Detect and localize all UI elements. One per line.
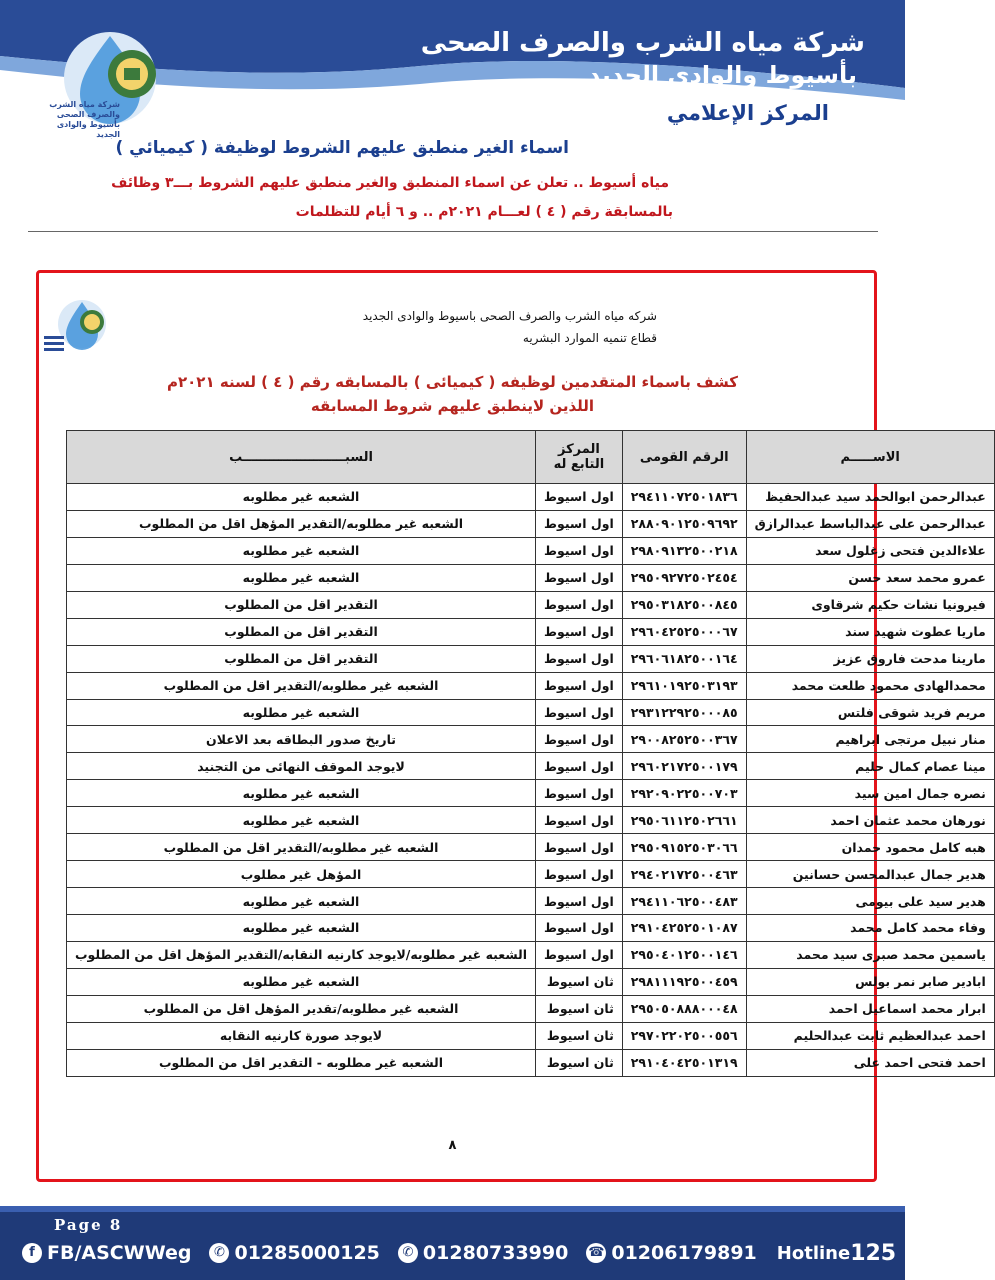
reason: الشعبه غير مطلوبه/التقدير اقل من المطلوب (67, 672, 536, 699)
phone-1-number: 01285000125 (234, 1242, 380, 1264)
phone-icon: ✆ (209, 1243, 229, 1263)
reason: تاريخ صدور البطاقه بعد الاعلان (67, 726, 536, 753)
reason: الشعبه غير مطلوبه (67, 537, 536, 564)
national-id: ٢٩٥٠٩٢٧٢٥٠٢٤٥٤ (622, 564, 746, 591)
company-logo (40, 28, 178, 140)
table-row (67, 941, 995, 968)
reason: الشعبه غير مطلوبه (67, 780, 536, 807)
table-row (67, 484, 995, 511)
contact-bar (22, 1238, 897, 1268)
applicant-name: وفاء محمد كامل محمد (746, 915, 994, 942)
hotline-label: Hotline (776, 1242, 851, 1264)
table-row (67, 726, 995, 753)
table-row (67, 699, 995, 726)
reason: التقدير اقل من المطلوب (67, 591, 536, 618)
table-row (67, 915, 995, 942)
national-id: ٢٩٤٠٢١٧٢٥٠٠٤٦٣ (622, 861, 746, 888)
reason: التقدير اقل من المطلوب (67, 645, 536, 672)
center: ثان اسيوط (536, 995, 623, 1022)
reason: المؤهل غير مطلوب (67, 861, 536, 888)
applicant-name: علاءالدين فتحى زغلول سعد (746, 537, 994, 564)
reason: لايوجد صورة كارنيه النقابه (67, 1022, 536, 1049)
org-block (363, 305, 657, 349)
hotline-number: 125 (850, 1240, 897, 1266)
facebook-link[interactable] (22, 1242, 191, 1264)
reason: الشعبه غير مطلوبه (67, 807, 536, 834)
col-reason: السبـــــــــــــــــــــــب (67, 431, 536, 484)
facebook-icon: f (22, 1243, 42, 1263)
reason: التقدير اقل من المطلوب (67, 618, 536, 645)
applicant-name: مارينا مدحت فاروق عزيز (746, 645, 994, 672)
reason: الشعبه غير مطلوبه/التقدير المؤهل اقل من المطلوب (67, 510, 536, 537)
applicant-name: عمرو محمد سعد حسن (746, 564, 994, 591)
reason: الشعبه غير مطلوبه (67, 915, 536, 942)
phone-2[interactable] (398, 1242, 568, 1264)
applicant-name: فيرونيا نشات حكيم شرقاوى (746, 591, 994, 618)
table-row (67, 753, 995, 780)
table-row (67, 1022, 995, 1049)
whatsapp[interactable] (586, 1242, 756, 1264)
reason: الشعبه غير مطلوبه/التقدير اقل من المطلوب (67, 834, 536, 861)
applicant-name: هدير سيد على بيومى (746, 888, 994, 915)
phone-icon: ✆ (398, 1243, 418, 1263)
document-page-number: ٨ (448, 1138, 457, 1153)
center: اول اسيوط (536, 753, 623, 780)
center: ثان اسيوط (536, 968, 623, 995)
national-id: ٢٩٤١١٠٦٢٥٠٠٤٨٣ (622, 888, 746, 915)
table-row (67, 645, 995, 672)
applicant-name: هبه كامل محمود حمدان (746, 834, 994, 861)
center: اول اسيوط (536, 780, 623, 807)
center: اول اسيوط (536, 699, 623, 726)
national-id: ٢٩٦٠٦١٨٢٥٠٠١٦٤ (622, 645, 746, 672)
national-id: ٢٩٥٠٥٠٨٨٨٠٠٠٤٨ (622, 995, 746, 1022)
page-label: Page 8 (54, 1216, 123, 1234)
reason: الشعبه غير مطلوبه - التقدير اقل من المطلوب (67, 1049, 536, 1076)
applicant-name: عبدالرحمن ابوالحمد سيد عبدالحفيظ (746, 484, 994, 511)
center: اول اسيوط (536, 645, 623, 672)
national-id: ٢٩٦٠٤٢٥٢٥٠٠٠٦٧ (622, 618, 746, 645)
table-row (67, 618, 995, 645)
table-row (67, 861, 995, 888)
reason: الشعبه غير مطلوبه (67, 888, 536, 915)
table-row (67, 995, 995, 1022)
reason: الشعبه غير مطلوبه (67, 699, 536, 726)
org-sector: قطاع تنميه الموارد البشريه (522, 331, 657, 345)
national-id: ٢٩٦١٠١٩٢٥٠٣١٩٣ (622, 672, 746, 699)
center: اول اسيوط (536, 618, 623, 645)
announcement-line2: مياه أسيوط .. تعلن عن اسماء المنطبق والغير منطبق عليهم الشروط بـــ٣ وظائف (111, 175, 669, 191)
national-id: ٢٨٨٠٩٠١٢٥٠٩٦٩٢ (622, 510, 746, 537)
applicant-name: محمدالهادى محمود طلعت محمد (746, 672, 994, 699)
reason: الشعبه غير مطلوبه/تقدير المؤهل اقل من المطلوب (67, 995, 536, 1022)
sheet-title-line1: كشف باسماء المتقدمين لوظيفه ( كيميائى ) بالمسابقه رقم ( ٤ ) لسنه ٢٠٢١م (167, 373, 738, 391)
announcement-title: اسماء الغير منطبق عليهم الشروط لوظيفة ( كيميائي ) (115, 138, 569, 158)
center: اول اسيوط (536, 564, 623, 591)
col-center-line2: التابع له (553, 457, 605, 472)
reason: الشعبه غير مطلوبه (67, 484, 536, 511)
national-id: ٢٩٣١٢٢٩٢٥٠٠٠٨٥ (622, 699, 746, 726)
company-region: بأسيوط والوادى الجديد (587, 61, 857, 89)
national-id: ٢٩٨٠٩١٣٢٥٠٠٢١٨ (622, 537, 746, 564)
center: اول اسيوط (536, 915, 623, 942)
table-row (67, 510, 995, 537)
company-name: شركة مياه الشرب والصرف الصحى (420, 28, 865, 58)
national-id: ٢٩٤١١٠٧٢٥٠١٨٣٦ (622, 484, 746, 511)
table-row (67, 807, 995, 834)
phone-2-number: 01280733990 (422, 1242, 569, 1264)
national-id: ٢٩٦٠٢١٧٢٥٠٠١٧٩ (622, 753, 746, 780)
applicant-name: ياسمين محمد صبرى سيد محمد (746, 941, 994, 968)
reason: لايوجد الموقف النهائى من التجنيد (67, 753, 536, 780)
applicant-name: ابادير صابر نمر بولس (746, 968, 994, 995)
reason: الشعبه غير مطلوبه (67, 564, 536, 591)
national-id: ٢٩٥٠٦١١٢٥٠٢٦٦١ (622, 807, 746, 834)
reason: الشعبه غير مطلوبه (67, 968, 536, 995)
national-id: ٢٩٥٠٤٠١٢٥٠٠١٤٦ (622, 941, 746, 968)
col-national-id: الرقم القومى (622, 431, 746, 484)
applicant-name: نورهان محمد عثمان احمد (746, 807, 994, 834)
col-center (536, 431, 623, 484)
applicant-name: مريم فريد شوقى فلتس (746, 699, 994, 726)
col-name: الاســـــم (746, 431, 994, 484)
table-row (67, 591, 995, 618)
center: ثان اسيوط (536, 1022, 623, 1049)
table-row (67, 564, 995, 591)
applicant-name: هدير جمال عبدالمحسن حسانين (746, 861, 994, 888)
center: اول اسيوط (536, 510, 623, 537)
whatsapp-number: 01206179891 (611, 1242, 757, 1264)
table-row (67, 968, 995, 995)
sheet-title (0, 370, 905, 418)
reason: الشعبه غير مطلوبه/لايوجد كارنيه النقابه/التقدير المؤهل اقل من المطلوب (67, 941, 536, 968)
center: اول اسيوط (536, 888, 623, 915)
col-center-line1: المركز (558, 442, 600, 457)
table-row (67, 537, 995, 564)
center: اول اسيوط (536, 537, 623, 564)
national-id: ٢٩١٠٤٢٥٢٥٠١٠٨٧ (622, 915, 746, 942)
applicant-name: ماريا عطوت شهيد سند (746, 618, 994, 645)
hotline[interactable] (775, 1241, 896, 1266)
whatsapp-icon: ☎ (586, 1243, 606, 1263)
phone-1[interactable] (209, 1242, 379, 1264)
table-header-row (67, 431, 995, 484)
document-logo (44, 298, 108, 358)
table-row (67, 1049, 995, 1076)
logo-text: شركة مياه الشرب والصرف الصحى بأسيوط والوادى الجديد (49, 100, 120, 139)
national-id: ٢٩٠٠٨٢٥٢٥٠٠٣٦٧ (622, 726, 746, 753)
center: اول اسيوط (536, 861, 623, 888)
applicants-table (66, 430, 995, 1077)
national-id: ٢٩٨١١١٩٢٥٠٠٤٥٩ (622, 968, 746, 995)
applicant-name: احمد عبدالعظيم ثابت عبدالحليم (746, 1022, 994, 1049)
header-company (421, 26, 865, 132)
center: اول اسيوط (536, 484, 623, 511)
table-row (67, 888, 995, 915)
facebook-handle: FB/ASCWWeg (47, 1242, 192, 1264)
center: اول اسيوط (536, 834, 623, 861)
table-row (67, 780, 995, 807)
applicant-name: منار نبيل مرتجى ابراهيم (746, 726, 994, 753)
center: اول اسيوط (536, 807, 623, 834)
table-row (67, 672, 995, 699)
national-id: ٢٩٢٠٩٠٢٢٥٠٠٧٠٣ (622, 780, 746, 807)
announcement-line3: بالمسابقة رقم ( ٤ ) لعـــام ٢٠٢١م .. و ٦ أيام للتظلمات (295, 204, 673, 220)
center: ثان اسيوط (536, 1049, 623, 1076)
national-id: ٢٩١٠٤٠٤٢٥٠١٣١٩ (622, 1049, 746, 1076)
national-id: ٢٩٥٠٣١٨٢٥٠٠٨٤٥ (622, 591, 746, 618)
center: اول اسيوط (536, 726, 623, 753)
org-name: شركه مياه الشرب والصرف الصحى باسيوط والوادى الجديد (362, 309, 657, 323)
applicant-name: عبدالرحمن على عبدالباسط عبدالرازق (746, 510, 994, 537)
divider (28, 231, 878, 232)
applicant-name: ابرار محمد اسماعيل احمد (746, 995, 994, 1022)
applicant-name: نصره جمال امين سيد (746, 780, 994, 807)
national-id: ٢٩٧٠٢٢٠٢٥٠٠٥٥٦ (622, 1022, 746, 1049)
applicant-name: مينا عصام كمال حليم (746, 753, 994, 780)
applicant-name: احمد فتحى احمد على (746, 1049, 994, 1076)
sheet-title-line2: اللذين لاينطبق عليهم شروط المسابقه (310, 397, 595, 415)
national-id: ٢٩٥٠٩١٥٢٥٠٣٠٦٦ (622, 834, 746, 861)
center: اول اسيوط (536, 591, 623, 618)
center: اول اسيوط (536, 941, 623, 968)
center: اول اسيوط (536, 672, 623, 699)
media-center-label: المركز الإعلامي (666, 101, 829, 125)
table-row (67, 834, 995, 861)
